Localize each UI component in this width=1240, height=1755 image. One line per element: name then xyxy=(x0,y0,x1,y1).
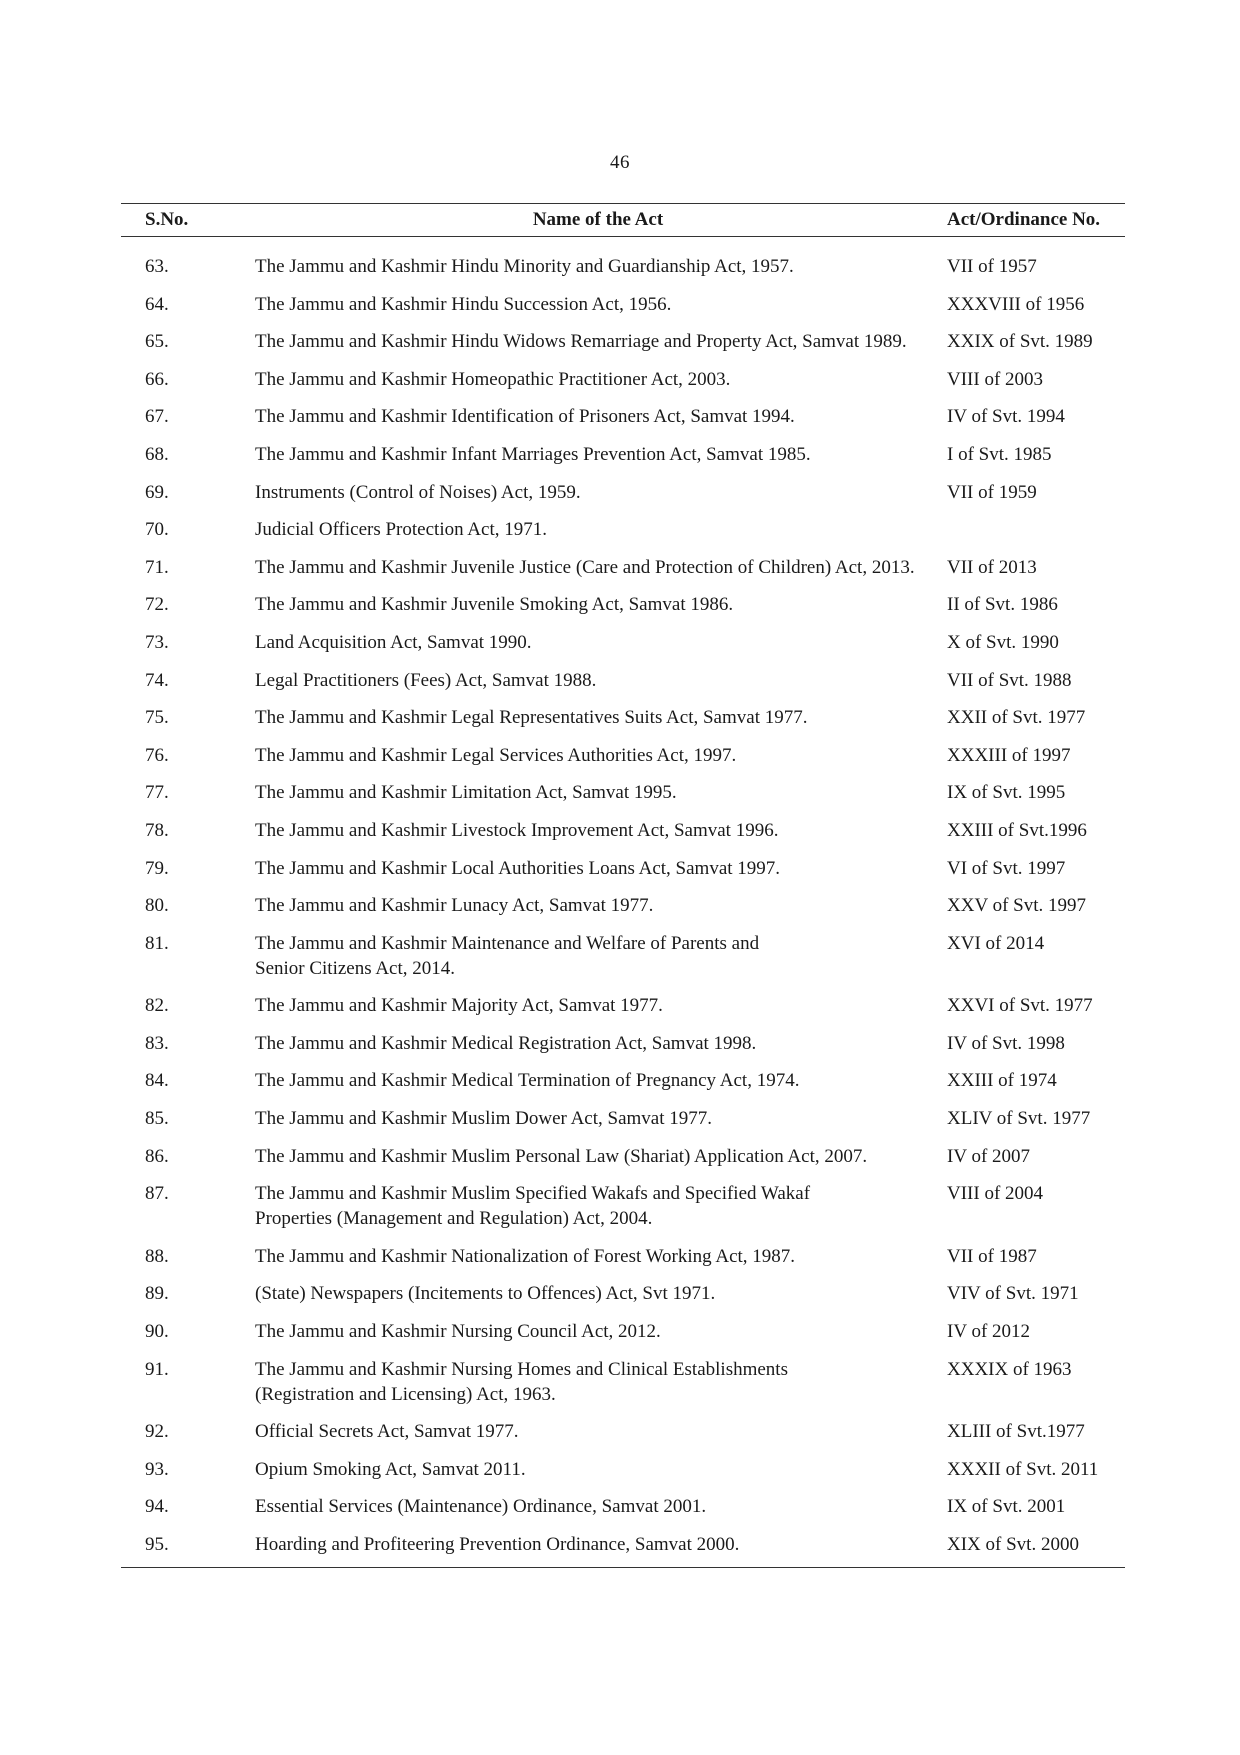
act-name-line: Judicial Officers Protection Act, 1971. xyxy=(255,519,547,541)
row-serial-number: 84. xyxy=(145,1070,169,1092)
act-name-line: The Jammu and Kashmir Hindu Widows Remarriage and Property Act, Samvat 1989. xyxy=(255,331,907,353)
header-row xyxy=(121,204,1125,237)
act-name-line: The Jammu and Kashmir Legal Representatives Suits Act, Samvat 1977. xyxy=(255,707,808,729)
row-serial-number: 77. xyxy=(145,782,169,804)
row-act-name xyxy=(255,893,941,931)
act-name-line: The Jammu and Kashmir Local Authorities Loans Act, Samvat 1997. xyxy=(255,857,781,879)
row-serial-number: 63. xyxy=(145,256,169,277)
row-serial-number: 90. xyxy=(145,1321,169,1343)
table-row xyxy=(121,442,1125,480)
act-name-line: The Jammu and Kashmir Maintenance and Welfare of Parents and xyxy=(255,932,760,954)
row-serial-number: 72. xyxy=(145,594,169,616)
row-act-name xyxy=(255,480,941,518)
row-serial-number: 78. xyxy=(145,819,169,841)
row-act-name xyxy=(255,442,941,480)
row-act-name xyxy=(255,1419,941,1457)
row-ordinance-number: XLIV of Svt. 1977 xyxy=(947,1108,1091,1130)
row-act-name xyxy=(255,367,941,405)
act-name-line: The Jammu and Kashmir Lunacy Act, Samvat 1977. xyxy=(255,895,654,917)
act-name-line: Instruments (Control of Noises) Act, 1959. xyxy=(255,481,581,503)
table-body xyxy=(121,237,1125,1568)
row-serial-number: 69. xyxy=(145,481,169,503)
row-act-name xyxy=(255,668,941,706)
row-serial-number: 70. xyxy=(145,519,169,541)
row-act-name xyxy=(255,1281,941,1319)
page-number: 46 xyxy=(610,152,630,173)
table-row xyxy=(121,856,1125,894)
row-serial-number: 89. xyxy=(145,1283,169,1305)
row-act-name xyxy=(255,1031,941,1069)
row-ordinance-number: XXXVIII of 1956 xyxy=(947,293,1085,315)
row-ordinance-number: I of Svt. 1985 xyxy=(947,443,1052,465)
table-row xyxy=(121,1357,1125,1420)
table-row xyxy=(121,329,1125,367)
act-name-line-continued: Properties (Management and Regulation) Act, 2004. xyxy=(255,1208,653,1230)
table-row xyxy=(121,1494,1125,1532)
acts-table xyxy=(121,203,1125,1568)
row-act-name xyxy=(255,404,941,442)
act-name-line: The Jammu and Kashmir Hindu Succession Act, 1956. xyxy=(255,293,672,315)
table-row xyxy=(121,555,1125,593)
row-ordinance-number: VII of 1957 xyxy=(947,256,1037,277)
table-row xyxy=(121,592,1125,630)
row-ordinance-number: VIV of Svt. 1971 xyxy=(947,1283,1079,1305)
table-row xyxy=(121,1319,1125,1357)
row-act-name xyxy=(255,1532,941,1568)
table-row xyxy=(121,630,1125,668)
row-serial-number: 66. xyxy=(145,368,169,390)
row-ordinance-number: XXXIX of 1963 xyxy=(947,1358,1072,1380)
row-serial-number: 68. xyxy=(145,443,169,465)
act-name-line: Opium Smoking Act, Samvat 2011. xyxy=(255,1458,526,1480)
row-act-name xyxy=(255,1181,941,1244)
act-name-line: The Jammu and Kashmir Juvenile Smoking Act, Samvat 1986. xyxy=(255,594,734,616)
row-serial-number: 75. xyxy=(145,707,169,729)
row-act-name xyxy=(255,856,941,894)
row-ordinance-number: IV of Svt. 1994 xyxy=(947,406,1065,428)
table-row xyxy=(121,893,1125,931)
row-act-name xyxy=(255,1068,941,1106)
act-name-line: The Jammu and Kashmir Muslim Specified Wakafs and Specified Wakaf xyxy=(255,1183,811,1205)
row-ordinance-number: VII of 2013 xyxy=(947,556,1037,578)
row-ordinance-number: VII of Svt. 1988 xyxy=(947,669,1072,691)
row-act-name xyxy=(255,818,941,856)
act-name-line: Official Secrets Act, Samvat 1977. xyxy=(255,1421,519,1443)
row-serial-number: 85. xyxy=(145,1108,169,1130)
row-ordinance-number: IX of Svt. 1995 xyxy=(947,782,1066,804)
table-row xyxy=(121,1068,1125,1106)
act-name-line: (State) Newspapers (Incitements to Offences) Act, Svt 1971. xyxy=(255,1283,716,1305)
row-serial-number: 79. xyxy=(145,857,169,879)
act-name-line: The Jammu and Kashmir Legal Services Authorities Act, 1997. xyxy=(255,744,737,766)
row-ordinance-number: XXIII of Svt.1996 xyxy=(947,819,1087,841)
row-ordinance-number: XXIII of 1974 xyxy=(947,1070,1057,1092)
row-act-name xyxy=(255,555,941,593)
table-row xyxy=(121,1457,1125,1495)
act-name-line: The Jammu and Kashmir Nursing Homes and Clinical Establishments xyxy=(255,1358,788,1380)
act-name-line: The Jammu and Kashmir Nationalization of Forest Working Act, 1987. xyxy=(255,1245,796,1267)
row-serial-number: 83. xyxy=(145,1032,169,1054)
table-row xyxy=(121,1419,1125,1457)
row-act-name xyxy=(255,630,941,668)
act-name-line: The Jammu and Kashmir Nursing Council Act, 2012. xyxy=(255,1321,661,1343)
act-name-line: The Jammu and Kashmir Infant Marriages Prevention Act, Samvat 1985. xyxy=(255,443,811,465)
row-ordinance-number: XXII of Svt. 1977 xyxy=(947,707,1086,729)
row-serial-number: 65. xyxy=(145,331,169,353)
row-ordinance-number: XIX of Svt. 2000 xyxy=(941,1532,1125,1568)
act-name-line: Land Acquisition Act, Samvat 1990. xyxy=(255,631,532,653)
table-row xyxy=(121,292,1125,330)
table-header xyxy=(121,204,1125,237)
row-act-name xyxy=(255,743,941,781)
row-serial-number: 87. xyxy=(145,1183,169,1205)
row-act-name xyxy=(255,237,941,292)
row-ordinance-number: XVI of 2014 xyxy=(947,932,1045,954)
act-name-line: The Jammu and Kashmir Medical Termination of Pregnancy Act, 1974. xyxy=(255,1070,800,1092)
row-act-name xyxy=(255,1457,941,1495)
table-row xyxy=(121,818,1125,856)
acts-table-container xyxy=(121,203,1125,1568)
row-ordinance-number: IV of 2007 xyxy=(947,1145,1031,1167)
table-row xyxy=(121,237,1125,292)
table-row xyxy=(121,1031,1125,1069)
row-act-name xyxy=(255,705,941,743)
row-act-name xyxy=(255,1244,941,1282)
row-ordinance-number: IV of Svt. 1998 xyxy=(947,1032,1065,1054)
row-ordinance-number: XXIX of Svt. 1989 xyxy=(947,331,1093,353)
act-name-line: Hoarding and Profiteering Prevention Ordinance, Samvat 2000. xyxy=(255,1534,740,1555)
table-row xyxy=(121,1244,1125,1282)
table-row xyxy=(121,517,1125,555)
row-serial-number: 73. xyxy=(145,631,169,653)
row-ordinance-number: VIII of 2003 xyxy=(947,368,1044,390)
row-serial-number: 74. xyxy=(145,669,169,691)
row-act-name xyxy=(255,1357,941,1420)
row-serial-number: 76. xyxy=(145,744,169,766)
table-row xyxy=(121,480,1125,518)
row-serial-number: 64. xyxy=(145,293,169,315)
header-ordinance-no: Act/Ordinance No. xyxy=(941,204,1125,237)
table-row xyxy=(121,743,1125,781)
row-serial-number: 80. xyxy=(145,895,169,917)
row-act-name xyxy=(255,517,941,555)
act-name-line: Legal Practitioners (Fees) Act, Samvat 1988. xyxy=(255,669,597,691)
row-act-name xyxy=(255,1494,941,1532)
table-row xyxy=(121,668,1125,706)
table-row xyxy=(121,1532,1125,1568)
act-name-line: The Jammu and Kashmir Medical Registration Act, Samvat 1998. xyxy=(255,1032,757,1054)
row-ordinance-number: VII of 1959 xyxy=(947,481,1037,503)
row-act-name xyxy=(255,329,941,367)
row-act-name xyxy=(255,1319,941,1357)
header-name-of-act: Name of the Act xyxy=(255,204,941,237)
act-name-line: The Jammu and Kashmir Livestock Improvement Act, Samvat 1996. xyxy=(255,819,779,841)
row-ordinance-number: XXV of Svt. 1997 xyxy=(947,895,1086,917)
row-act-name xyxy=(255,931,941,994)
act-name-line: The Jammu and Kashmir Homeopathic Practitioner Act, 2003. xyxy=(255,368,731,390)
row-serial-number: 91. xyxy=(145,1358,169,1380)
row-act-name xyxy=(255,1106,941,1144)
act-name-line: The Jammu and Kashmir Limitation Act, Samvat 1995. xyxy=(255,782,677,804)
row-ordinance-number: VIII of 2004 xyxy=(947,1183,1044,1205)
act-name-line-continued: (Registration and Licensing) Act, 1963. xyxy=(255,1383,556,1405)
act-name-line: The Jammu and Kashmir Majority Act, Samvat 1977. xyxy=(255,995,663,1017)
row-act-name xyxy=(255,780,941,818)
table-row xyxy=(121,780,1125,818)
act-name-line: The Jammu and Kashmir Juvenile Justice (Care and Protection of Children) Act, 2013. xyxy=(255,556,915,578)
row-ordinance-number: XXXIII of 1997 xyxy=(947,744,1071,766)
table-row xyxy=(121,1106,1125,1144)
row-act-name xyxy=(255,1144,941,1182)
row-serial-number: 94. xyxy=(145,1496,169,1518)
row-serial-number: 86. xyxy=(145,1145,169,1167)
table-row xyxy=(121,1144,1125,1182)
row-ordinance-number: IX of Svt. 2001 xyxy=(947,1496,1066,1518)
row-serial-number: 95. xyxy=(121,1532,255,1568)
row-ordinance-number: II of Svt. 1986 xyxy=(947,594,1058,616)
row-ordinance-number: XXVI of Svt. 1977 xyxy=(947,995,1093,1017)
row-serial-number: 93. xyxy=(145,1458,169,1480)
table-row xyxy=(121,931,1125,994)
row-ordinance-number: XLIII of Svt.1977 xyxy=(947,1421,1085,1443)
table-row xyxy=(121,1181,1125,1244)
act-name-line: Essential Services (Maintenance) Ordinance, Samvat 2001. xyxy=(255,1496,707,1518)
row-serial-number: 82. xyxy=(145,995,169,1017)
act-name-line-continued: Senior Citizens Act, 2014. xyxy=(255,957,456,979)
table-row xyxy=(121,367,1125,405)
table-row xyxy=(121,993,1125,1031)
row-ordinance-number xyxy=(941,517,1125,555)
row-act-name xyxy=(255,592,941,630)
row-ordinance-number: IV of 2012 xyxy=(947,1321,1031,1343)
row-ordinance-number: VI of Svt. 1997 xyxy=(947,857,1066,879)
row-serial-number: 67. xyxy=(145,406,169,428)
table-row xyxy=(121,1281,1125,1319)
act-name-line: The Jammu and Kashmir Identification of Prisoners Act, Samvat 1994. xyxy=(255,406,795,428)
table-row xyxy=(121,705,1125,743)
header-sno: S.No. xyxy=(121,204,255,237)
act-name-line: The Jammu and Kashmir Muslim Dower Act, Samvat 1977. xyxy=(255,1108,712,1130)
table-row xyxy=(121,404,1125,442)
act-name-line: The Jammu and Kashmir Muslim Personal Law (Shariat) Application Act, 2007. xyxy=(255,1145,868,1167)
row-serial-number: 71. xyxy=(145,556,169,578)
row-act-name xyxy=(255,292,941,330)
row-ordinance-number: XXXII of Svt. 2011 xyxy=(947,1458,1099,1480)
row-ordinance-number: X of Svt. 1990 xyxy=(947,631,1059,653)
row-ordinance-number: VII of 1987 xyxy=(947,1245,1037,1267)
row-act-name xyxy=(255,993,941,1031)
row-serial-number: 81. xyxy=(145,932,169,954)
act-name-line: The Jammu and Kashmir Hindu Minority and Guardianship Act, 1957. xyxy=(255,256,794,277)
row-serial-number: 88. xyxy=(145,1245,169,1267)
row-serial-number: 92. xyxy=(145,1421,169,1443)
